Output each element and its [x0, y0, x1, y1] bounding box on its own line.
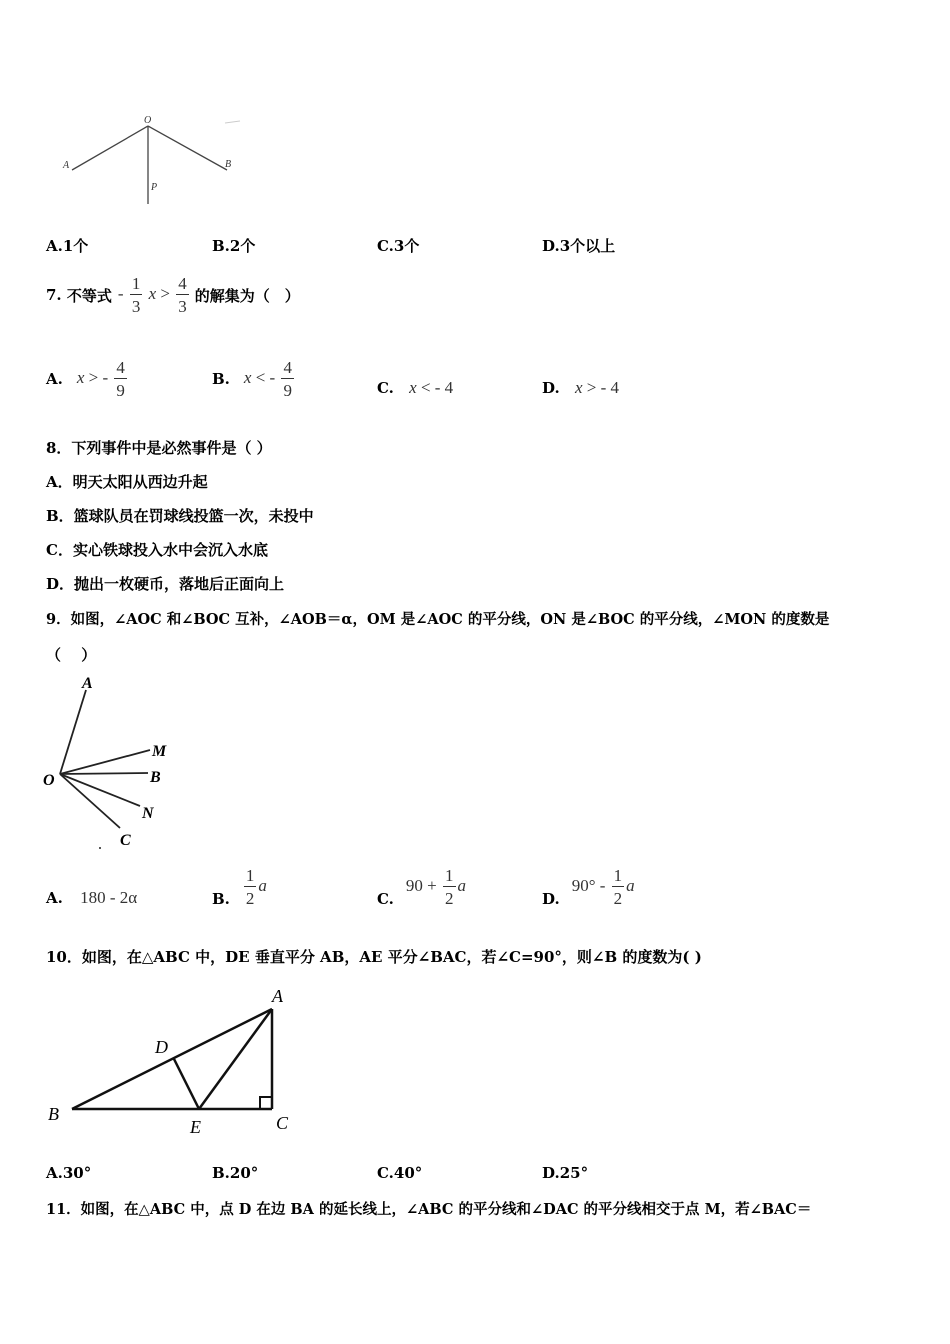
q7-option-d[interactable]: D. x > - 4 — [542, 378, 619, 397]
angle-bisector-figure-q9 — [40, 670, 190, 860]
q9-option-c[interactable]: C. 90 + $\frac{1}{2}$ a — [377, 866, 466, 908]
q7-option-a[interactable]: A. x > - $\frac{4}{9}$ — [46, 358, 125, 400]
label-o: O — [144, 115, 152, 126]
label-b: B — [48, 1104, 59, 1124]
q8-option-a[interactable]: A．明天太阳从西边升起 — [46, 473, 208, 491]
label-b: B — [225, 159, 232, 170]
q11-stem: 11．如图，在△ABC 中，点 D 在边 BA 的延长线上，∠ABC 的平分线和∠DAC 的平分线相交于点 M，若∠BAC＝ — [46, 1201, 812, 1218]
q10-option-b[interactable]: B.20° — [212, 1164, 259, 1182]
label-b: B — [150, 769, 161, 786]
q7-stem: 7. 不等式 - $\frac{1}{3}$ x > $\frac{4}{3}$ 的解集为（ ） — [46, 274, 300, 316]
q6-option-b[interactable]: B.2个 — [212, 237, 256, 255]
q8-option-d[interactable]: D．抛出一枚硬币，落地后正面向上 — [46, 575, 285, 593]
q9-stem-line1: 9．如图，∠AOC 和∠BOC 互补，∠AOB＝α，OM 是∠AOC 的平分线，ON 是∠BOC 的平分线，∠MON 的度数是 — [46, 611, 830, 628]
q9-stem-line2: （ ） — [46, 646, 97, 664]
angle-figure-q6 — [55, 108, 255, 208]
label-p: P — [151, 182, 158, 193]
q9-option-d[interactable]: D. 90° - $\frac{1}{2}$ a — [542, 866, 635, 908]
q8-option-b[interactable]: B．篮球队员在罚球线投篮一次，未投中 — [46, 507, 314, 525]
q10-option-a[interactable]: A.30° — [46, 1164, 92, 1182]
label-c: C — [276, 1113, 289, 1133]
triangle-figure-q10 — [40, 980, 310, 1140]
q9-option-b[interactable]: B. $\frac{1}{2}$ a — [212, 866, 267, 908]
q6-option-c[interactable]: C.3个 — [377, 237, 420, 255]
label-n: N — [142, 805, 154, 822]
q9-option-a[interactable]: A. 180 - 2α — [46, 888, 138, 907]
label-a: A — [63, 160, 70, 171]
label-c: C — [120, 832, 131, 849]
q6-option-d[interactable]: D.3个以上 — [542, 237, 616, 255]
q10-option-d[interactable]: D.25° — [542, 1164, 589, 1182]
label-o: O — [43, 772, 55, 789]
label-a: A — [82, 675, 93, 692]
q10-option-c[interactable]: C.40° — [377, 1164, 423, 1182]
label-m: M — [152, 743, 167, 760]
q8-option-c[interactable]: C．实心铁球投入水中会沉入水底 — [46, 541, 268, 559]
q7-option-c[interactable]: C. x < - 4 — [377, 378, 454, 397]
label-e: E — [190, 1117, 201, 1137]
q6-option-a[interactable]: A.1个 — [46, 237, 89, 255]
label-d: D — [155, 1037, 168, 1057]
q7-option-b[interactable]: B. x < - $\frac{4}{9}$ — [212, 358, 292, 400]
q8-stem: 8．下列事件中是必然事件是（ ） — [46, 439, 272, 457]
q10-stem: 10．如图，在△ABC 中，DE 垂直平分 AB，AE 平分∠BAC，若∠C=90°，则∠B 的度数为( ) — [46, 948, 702, 966]
label-a: A — [272, 986, 283, 1006]
